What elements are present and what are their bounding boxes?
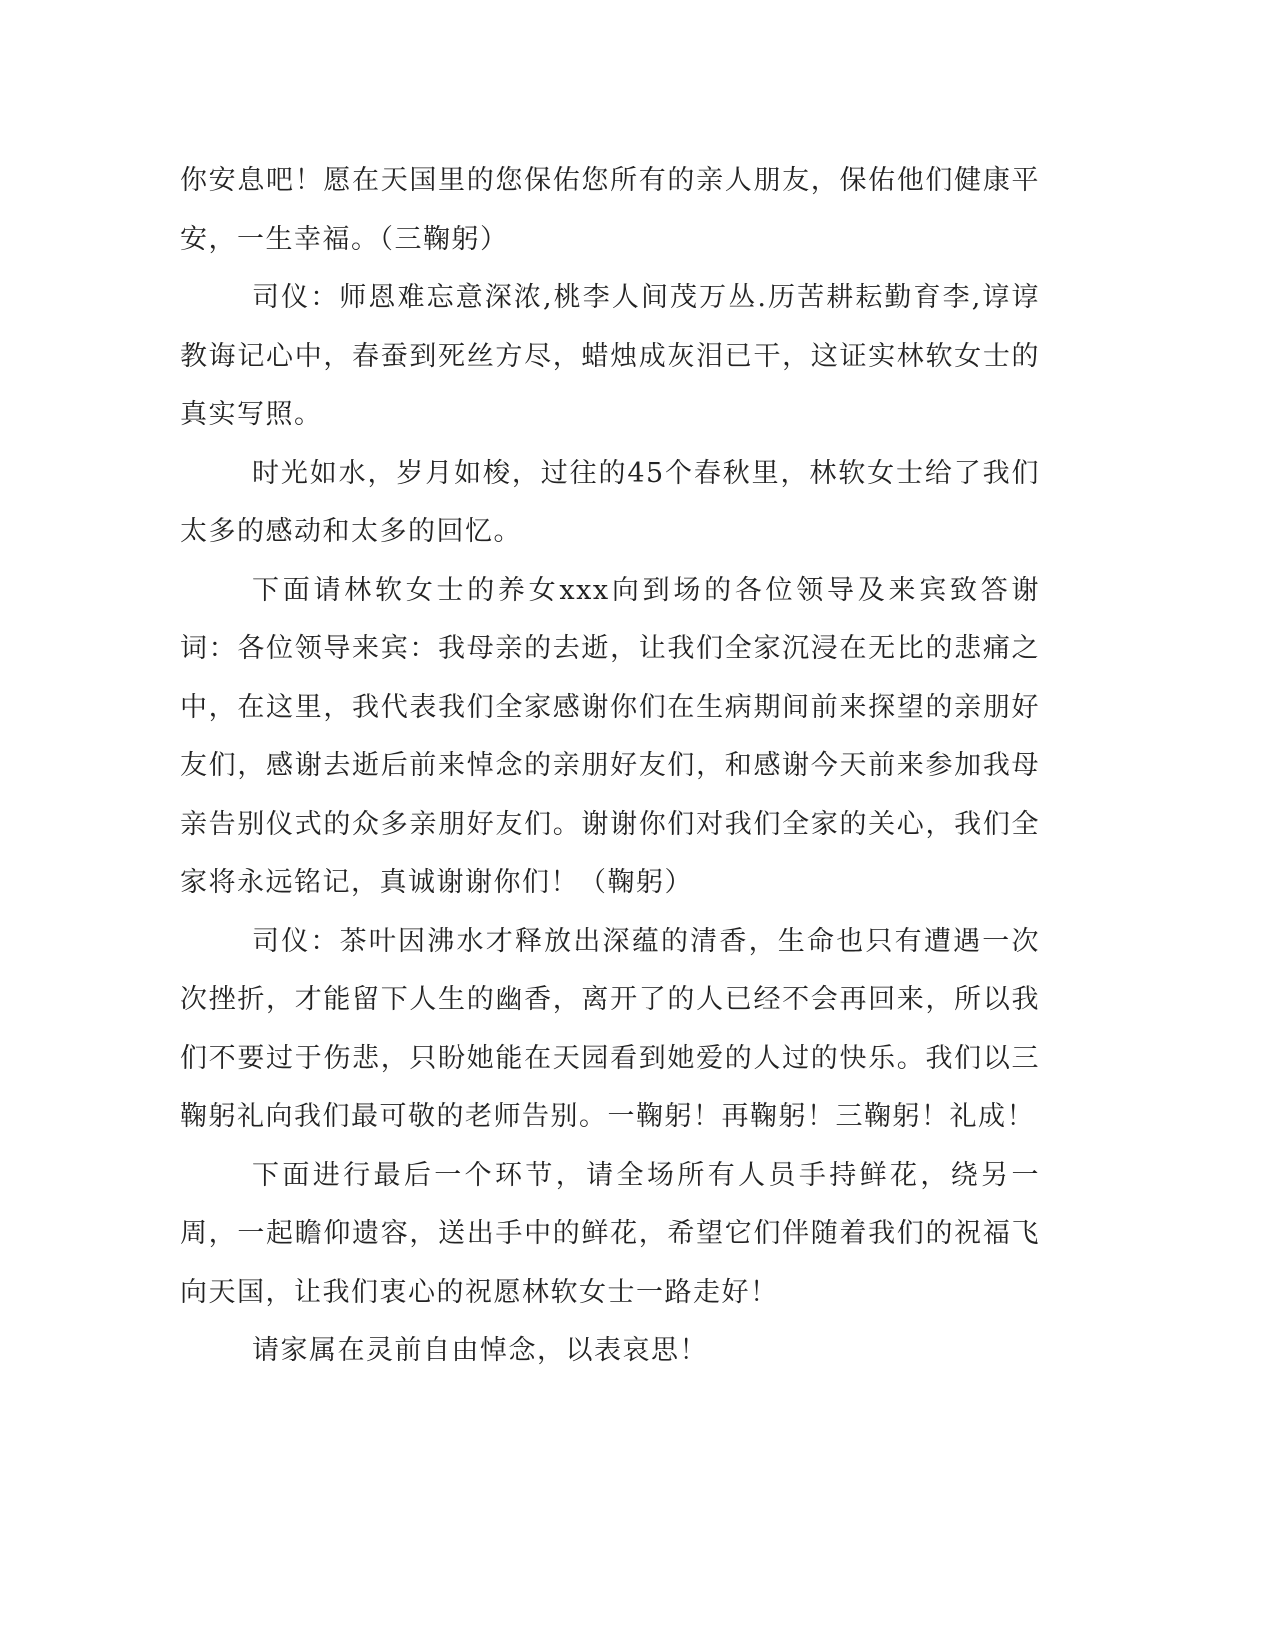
paragraph-final-step: 下面进行最后一个环节，请全场所有人员手持鲜花，绕另一周，一起瞻仰遗容，送出手中的鲜花，希望它们伴随着我们的祝福飞向天国，让我们衷心的祝愿林软女士一路走好！: [180, 1159, 1040, 1308]
paragraph-host-tribute: 司仪：师恩难忘意深浓,桃李人间茂万丛.历苦耕耘勤育李,谆谆教诲记心中，春蚕到死丝方尽，蜡烛成灰泪已干，这证实林软女士的真实写照。: [180, 282, 1040, 430]
paragraph-family-mourning: 请家属在灵前自由悼念，以表哀思！: [252, 1335, 708, 1366]
paragraph-years: 时光如水，岁月如梭，过往的45个春秋里，林软女士给了我们太多的感动和太多的回忆。: [180, 457, 1040, 547]
paragraph-thanks-speech: 下面请林软女士的养女xxx向到场的各位领导及来宾致答谢词：各位领导来宾：我母亲的去逝，让我们全家沉浸在无比的悲痛之中，在这里，我代表我们全家感谢你们在生病期间前来探望的亲朋好友们，感谢去逝后前来悼念的亲朋好友们，和感谢今天前来参加我母亲告别仪式的众多亲朋好友们。谢谢你们对我们全家的关心，我们全家将永远铭记，真诚谢谢你们！（鞠躬）: [180, 574, 1040, 898]
document-body: [180, 152, 1040, 1381]
paragraph-blessing: 你安息吧！愿在天国里的您保佑您所有的亲人朋友，保佑他们健康平安，一生幸福。（三鞠躬）: [180, 165, 1040, 255]
paragraph-host-farewell: 司仪：茶叶因沸水才释放出深蕴的清香，生命也只有遭遇一次次挫折，才能留下人生的幽香，离开了的人已经不会再回来，所以我们不要过于伤悲，只盼她能在天园看到她爱的人过的快乐。我们以三鞠躬礼向我们最可敬的老师告别。一鞠躬！再鞠躬！三鞠躬！礼成！: [180, 925, 1040, 1132]
